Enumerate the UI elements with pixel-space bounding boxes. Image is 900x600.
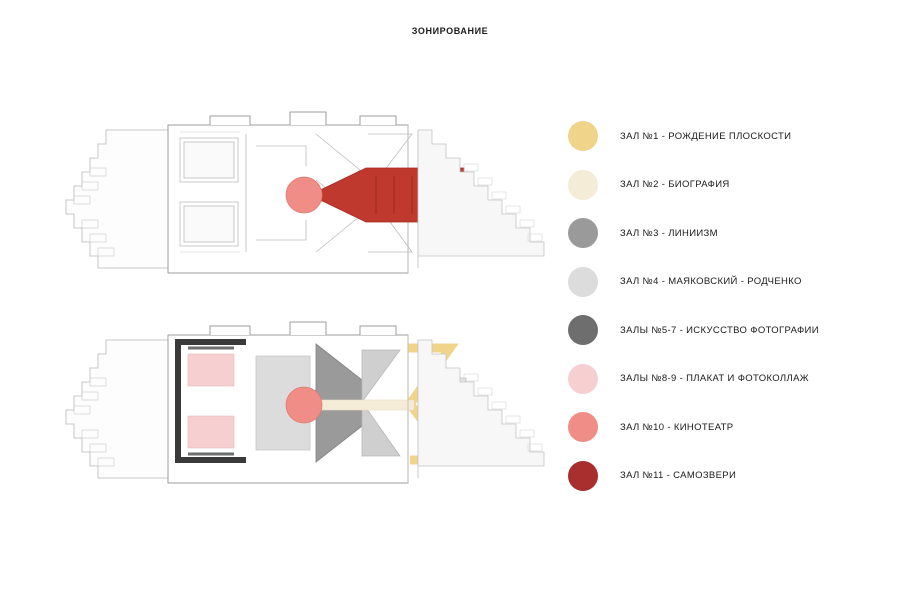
- legend-swatch-8: [568, 461, 598, 491]
- legend-label-2: ЗАЛ №2 - БИОГРАФИЯ: [620, 179, 730, 191]
- legend-item-7: [568, 403, 888, 452]
- legend-item-2: [568, 161, 888, 210]
- legend: [568, 112, 888, 500]
- legend-label-1: ЗАЛ №1 - РОЖДЕНИЕ ПЛОСКОСТИ: [620, 130, 792, 142]
- legend-label-5: ЗАЛЫ №5-7 - ИСКУССТВО ФОТОГРАФИИ: [620, 324, 819, 336]
- legend-swatch-4: [568, 267, 598, 297]
- floor-plan-top: [60, 110, 550, 285]
- legend-item-8: [568, 452, 888, 501]
- legend-swatch-5: [568, 315, 598, 345]
- legend-item-1: [568, 112, 888, 161]
- legend-swatch-3: [568, 218, 598, 248]
- legend-label-4: ЗАЛ №4 - МАЯКОВСКИЙ - РОДЧЕНКО: [620, 276, 802, 288]
- legend-label-8: ЗАЛ №11 - САМОЗВЕРИ: [620, 470, 737, 482]
- legend-label-7: ЗАЛ №10 - КИНОТЕАТР: [620, 421, 734, 433]
- legend-label-3: ЗАЛ №3 - ЛИНИИЗМ: [620, 227, 718, 239]
- legend-item-3: [568, 209, 888, 258]
- legend-swatch-7: [568, 412, 598, 442]
- legend-swatch-2: [568, 170, 598, 200]
- legend-item-6: [568, 355, 888, 404]
- floor-plan-bottom: [60, 320, 550, 495]
- page-title: ЗОНИРОВАНИЕ: [411, 26, 489, 36]
- legend-swatch-6: [568, 364, 598, 394]
- legend-item-5: [568, 306, 888, 355]
- legend-swatch-1: [568, 121, 598, 151]
- legend-label-6: ЗАЛЫ №8-9 - ПЛАКАТ И ФОТОКОЛЛАЖ: [620, 373, 809, 385]
- legend-item-4: [568, 258, 888, 307]
